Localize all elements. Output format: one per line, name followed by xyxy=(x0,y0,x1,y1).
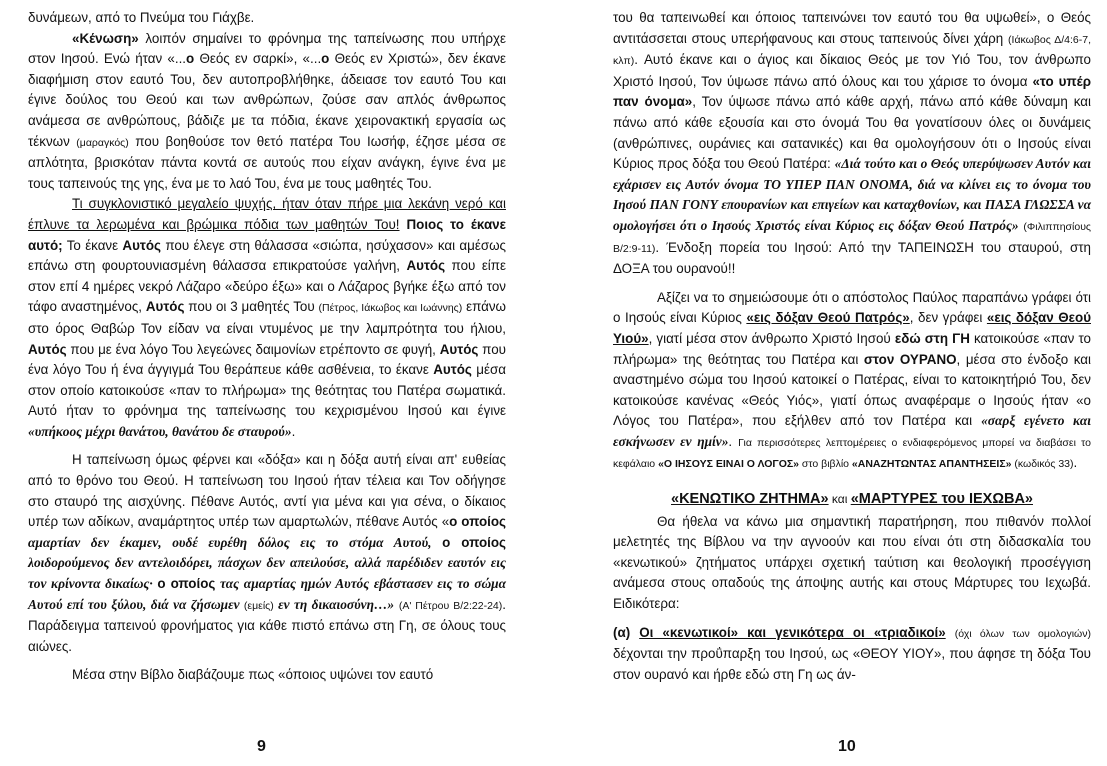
paragraph xyxy=(28,450,506,657)
text-run: μέσα στον οποίο κατοικούσε «παν το πλήρωμα» της θεότητας του Πατέρα σωματικά. Αυτό ήταν το φρόνημα της ταπείνωσης του κεχρισμένου Ιησού και έγινε xyxy=(28,362,506,419)
text-run: δέχονται την προΰπαρξη του Ιησού, ως «ΘΕΟΥ ΥΙΟΥ», που άφησε τη δόξα Του στον ουρανό και ήρθε εδώ στη Γη ως άν- xyxy=(613,646,1091,682)
text-run: επάνω στο όρος Θαβώρ Τον είδαν να είναι ντυμένος με την λαμπρότητα του ήλιου, xyxy=(28,299,507,336)
text-run: (Ιάκωβος Δ/4:6-7, κλπ) xyxy=(613,33,1091,68)
text-run: «Ο ΙΗΣΟΥΣ ΕΙΝΑΙ Ο ΛΟΓΟΣ» xyxy=(658,458,800,471)
paragraph xyxy=(613,288,1091,475)
paragraph xyxy=(613,623,1091,686)
paragraph xyxy=(28,194,506,442)
text-run: ο xyxy=(321,51,330,67)
text-run: λοιδορούμενος δεν αντελοιδόρει, πάσχων δεν απειλούσε, αλλά παρέδιδεν εαυτόν εις τον κρίνοντα δικαίως· xyxy=(28,555,506,592)
text-run: «ΜΑΡΤΥΡΕΣ του ΙΕΧΩΒΑ» xyxy=(850,491,1033,508)
text-run: λοιπόν σημαίνει το φρόνημα της ταπείνωσης που υπήρχε στον Ιησού. Ενώ ήταν «... xyxy=(28,30,506,67)
text-run: Το έκανε xyxy=(62,237,123,253)
text-run: Αυτός xyxy=(145,299,185,315)
text-run: «ΑΝΑΖΗΤΩΝΤΑΣ ΑΠΑΝΤΗΣΕΙΣ» xyxy=(851,458,1012,471)
text-run: (Φιλιππησίους Β/2:9-11) xyxy=(613,220,1091,255)
text-run: (Α' Πέτρου Β/2:22-24) xyxy=(398,599,503,612)
text-run: Αξίζει να το σημειώσουμε ότι ο απόστολος Παύλος παραπάνω γράφει ότι ο Ιησούς είναι Κύριος xyxy=(613,289,1091,326)
paragraph: Μέσα στην Βίβλο διαβάζουμε πως «όποιος υψώνει τον εαυτό xyxy=(72,667,434,683)
text-run: Οι «κενωτικοί» και γενικότερα οι «τριαδικοί» xyxy=(639,624,946,640)
text-run: ο οποίος xyxy=(449,514,506,530)
text-run: Αυτός xyxy=(439,341,479,357)
text-run: που είπε στον επί 4 ημέρες νεκρό Λάζαρο «δεύρο έξω» και ο Λάζαρος βγήκε έξω από τον τάφο αναστημένος, xyxy=(28,258,506,315)
text-run: «Κένωση» xyxy=(72,30,139,46)
paragraph: δυνάμεων, από το Πνεύμα του Γιάχβε. xyxy=(28,10,255,25)
text-run: «εις δόξαν Θεού Πατρός» xyxy=(746,310,910,326)
text-run: που οι 3 μαθητές Του xyxy=(184,299,319,315)
page-number: 9 xyxy=(257,738,266,755)
text-run: Αυτός xyxy=(433,362,472,378)
text-run: . xyxy=(728,433,739,449)
text-run: ο οποίος xyxy=(157,576,216,592)
paragraph xyxy=(28,29,506,195)
text-run: που έλεγε στη θάλασσα «σιώπα, ησύχασον» και αμέσως επάνω στη φουρτουνιασμένη θάλασσα επικρατούσε γαλήνη, xyxy=(28,237,506,274)
text-run: που ένα λόγο Του ή ένα άγγιγμά Του θεράπευε κάθε ασθένεια, το έκανε xyxy=(28,341,506,378)
text-run: . Αυτό έκανε και ο άγιος και δίκαιος Θεός με τον Υιό Του, τον άνθρωπο Χριστό Ιησού, Τον ύψωσε πάνω από όλους και του χάρισε το όνομα xyxy=(613,52,1091,89)
text-run: (κωδικός 33) xyxy=(1011,458,1074,471)
text-run: . xyxy=(1073,455,1078,471)
page-right xyxy=(613,8,1091,685)
text-run: και xyxy=(828,492,851,507)
text-run: . xyxy=(291,423,296,439)
text-run: , Τον ύψωσε πάνω από κάθε αρχή, πάνω από κάθε δύναμη και πάνω από κάθε εξουσία και στο όνομά Του θα γονατίσουν όλες οι δυνάμεις (ανθρώπινες, ουράνιες και σατανικές) και θα ομολογήσουν ότι ο Ιησούς είναι Κύριος προς δόξα του Θεού Πατέρα: xyxy=(613,94,1091,172)
text-run: (μαραγκός) xyxy=(76,136,129,149)
text-run: αμαρτίαν δεν έκαμεν, ουδέ ευρέθη δόλος εις το στόμα Αυτού, xyxy=(28,534,443,550)
text-run: του θα ταπεινωθεί και όποιος ταπεινώνει τον εαυτό του θα υψωθεί», ο Θεός αντιτάσσεται στους υπερήφανους και στους ταπεινούς δίνει χάρη xyxy=(613,10,1091,46)
text-run: που με ένα λόγο Του λεγεώνες δαιμονίων ετρέποντο σε φυγή, xyxy=(66,341,440,357)
text-run: «σαρξ εγένετο και εσκήνωσεν εν ημίν» xyxy=(613,413,1091,449)
text-run: . Παράδειγμα ταπεινού φρονήματος για κάθε πιστό επάνω στη Γη, σε όλους τους αιώνες. xyxy=(28,596,506,654)
text-run: εδώ στη ΓΗ xyxy=(894,330,970,346)
text-run: «εις δόξαν Θεού Υιού» xyxy=(613,310,1091,346)
text-run: Για περισσότερες λεπτομέρειες ο ενδιαφερόμενος μπορεί να διαβάσει το κεφάλαιο xyxy=(613,436,1091,471)
paragraph: Θα ήθελα να κάνω μια σημαντική παρατήρηση, που πιθανόν πολλοί μελετητές της Βίβλου να την αγνοούν και που είναι ότι στη διδασκαλία του «κενωτικού» ζητήματος υπάρχει σχετική ταύτιση και θεολογική προσέγγιση ανάμεσα στους οπαδούς της άποψης αυτής και στους Μάρτυρες του Ιεχωβά. Ειδικότερα: xyxy=(613,513,1091,612)
text-run: Θεός εν Χριστώ», δεν έκανε διαφήμιση στον εαυτό Του, δεν αυτοπροβλήθηκε, άδειασε τον εαυτό Του και έγινε δούλος του Θεού και των ανθρώπων, ζούσε σαν απλός άνθρωπος ανάμεσα σε ανθρώπους, βάδιζε με τα πόδια, έκανε χειρονακτική εργασία ως τέκνων xyxy=(28,51,506,149)
text-run: τας αμαρτίας ημών Αυτός εβάστασεν εις το σώμα Αυτού επί του ξύλου, διά να ζήσωμεν xyxy=(28,576,506,612)
text-run: . Ένδοξη πορεία του Ιησού: Από την ΤΑΠΕΙΝΩΣΗ του σταυρού, στη ΔΟΞΑ του ουρανού!! xyxy=(613,239,1091,277)
text-run: στον ΟΥΡΑΝΟ xyxy=(863,351,957,367)
section-heading xyxy=(613,489,1091,510)
page-number: 10 xyxy=(838,738,856,755)
paragraph xyxy=(613,8,1091,280)
page-left xyxy=(28,8,506,686)
text-run: , δεν γράφει xyxy=(909,310,987,326)
text-run: κατοικούσε «παν το πλήρωμα» της θεότητας του Πατέρα και xyxy=(613,330,1091,367)
text-run: (Πέτρος, Ιάκωβος και Ιωάννης) xyxy=(318,302,463,315)
text-run: ο οποίος xyxy=(442,534,506,550)
text-run: Η ταπείνωση όμως φέρνει και «δόξα» και η δόξα αυτή είναι απ' ευθείας από το θρόνο του Θεού. Η ταπείνωση του Ιησού ήταν τέλεια και Τον οδήγησε στο σταυρό της αισχύνης. Πέθανε Αυτός, αντί για μένα και για σένα, ο δίκαιος υπέρ των αδίκων, αναμάρτητος υπέρ των αμαρτωλών, πέθανε Αυτός « xyxy=(28,452,506,530)
text-run: Αυτός xyxy=(122,237,162,253)
text-run: (α) xyxy=(613,624,640,640)
text-run: (εμείς) xyxy=(243,599,274,612)
text-run: Αυτός xyxy=(406,258,446,274)
text-run: Θεός εν σαρκί», «... xyxy=(194,51,322,67)
text-run: «Διά τούτο και ο Θεός υπερύψωσεν Αυτόν και εχάρισεν εις Αυτόν όνομα ΤΟ ΥΠΕΡ ΠΑΝ ΟΝΟΜΑ, διά να κλίνει εις το όνομα του Ιησού ΠΑΝ ΓΟΝΥ επουρανίων και επιγείων και καταχθονίων, και ΠΑΣΑ ΓΛΩΣΣΑ να ομολογήσει ότι ο Ιησούς Χριστός είναι Κύριος εις δόξαν Θεού Πατρός» xyxy=(613,156,1091,233)
text-run: (όχι όλων των ομολογιών) xyxy=(954,627,1091,640)
text-run xyxy=(946,625,955,640)
text-run: Τι συγκλονιστικό μεγαλείο ψυχής, ήταν όταν πήρε μια λεκάνη νερό και έπλυνε τα λερωμένα και βρώμικα πόδια των μαθητών Του! xyxy=(28,196,506,232)
text-run: «ΚΕΝΩΤΙΚΟ ΖΗΤΗΜΑ» xyxy=(671,491,829,508)
text-run: , μέσα στο ένδοξο και αναστημένο σώμα του Ιησού κατοικεί ο Πατέρας, είναι το κατοικητήριό Του, δεν κατοικούσε κανένας «Θεός Υιός», γιατί όπως αναφέραμε ο Ιησούς ήταν «ο Λόγος του Πατέρα», που εξήλθεν από τον Πατέρα και xyxy=(613,351,1091,429)
text-run: «υπήκοος μέχρι θανάτου, θανάτου δε σταυρού» xyxy=(28,423,292,439)
text-run: ο xyxy=(186,51,195,67)
text-run: που βοηθούσε τον θετό πατέρα Του Ιωσήφ, έζησε μέσα σε απλότητα, βρισκόταν πάντα κοντά σε αυτούς που είχαν ανάγκη, έγινε ένα με τους ταπεινούς της γης, ένα με το λαό Του, ένα με τους μαθητές Του. xyxy=(28,133,507,191)
text-run: στο βιβλίο xyxy=(799,458,852,471)
text-run: Ποιος το έκανε αυτό; xyxy=(28,216,506,253)
text-run: εν τη δικαιοσύνη…» xyxy=(273,596,395,612)
text-run: Αυτός xyxy=(28,341,67,357)
text-run: «το υπέρ παν όνομα» xyxy=(613,73,1092,110)
text-run: , γιατί μέσα στον άνθρωπο Χριστό Ιησού xyxy=(648,330,895,346)
